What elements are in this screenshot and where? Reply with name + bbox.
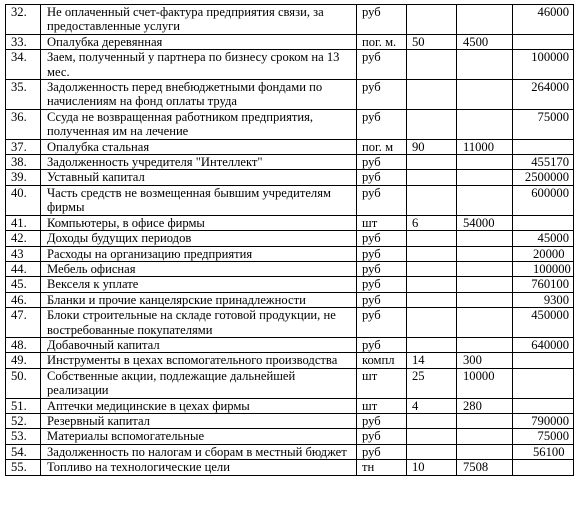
row-number-cell: 49. (6, 353, 41, 368)
amount-cell (513, 261, 574, 276)
table-row (6, 5, 574, 35)
unit-cell: руб (357, 50, 407, 80)
price-cell: 54000 (457, 215, 513, 230)
quantity-cell (407, 444, 457, 459)
price-cell (457, 277, 513, 292)
item-name-cell: Бланки и прочие канцелярские принадлежности (41, 292, 357, 307)
unit-cell: руб (357, 246, 407, 261)
amount-cell (513, 185, 574, 215)
quantity-cell (407, 50, 457, 80)
table-row (6, 460, 574, 475)
row-number-cell: 42. (6, 231, 41, 246)
item-name-cell: Доходы будущих периодов (41, 231, 357, 246)
item-name-cell: Аптечки медицинские в цехах фирмы (41, 398, 357, 413)
item-name-cell: Задолженность перед внебюджетными фондами по начислениям на фонд оплаты труда (41, 80, 357, 110)
unit-cell: руб (357, 231, 407, 246)
table-body (6, 5, 574, 476)
amount-cell (513, 231, 574, 246)
row-number-cell: 37. (6, 139, 41, 154)
price-cell (457, 50, 513, 80)
quantity-cell (407, 80, 457, 110)
unit-cell: руб (357, 109, 407, 139)
amount-value: 455170 (531, 155, 569, 170)
amount-value: 45000 (537, 231, 569, 246)
table-row (6, 261, 574, 276)
item-name-cell: Добавочный капитал (41, 337, 357, 352)
item-name-cell: Блоки строительные на складе готовой продукции, не востребованные покупателями (41, 308, 357, 338)
amount-cell (513, 368, 574, 398)
amount-value: 75000 (537, 429, 569, 444)
unit-cell: тн (357, 460, 407, 475)
unit-cell: руб (357, 429, 407, 444)
quantity-cell (407, 246, 457, 261)
quantity-cell: 14 (407, 353, 457, 368)
unit-cell: пог. м (357, 139, 407, 154)
quantity-cell (407, 231, 457, 246)
table-row (6, 444, 574, 459)
unit-cell: пог. м. (357, 34, 407, 49)
unit-cell: компл (357, 353, 407, 368)
row-number-cell: 35. (6, 80, 41, 110)
unit-cell: руб (357, 337, 407, 352)
row-number-cell: 46. (6, 292, 41, 307)
unit-cell: руб (357, 185, 407, 215)
table-row (6, 50, 574, 80)
price-cell: 300 (457, 353, 513, 368)
item-name-cell: Опалубка деревянная (41, 34, 357, 49)
unit-cell: руб (357, 413, 407, 428)
price-cell (457, 5, 513, 35)
table-row (6, 170, 574, 185)
row-number-cell: 33. (6, 34, 41, 49)
accounts-table (5, 4, 574, 476)
table-row (6, 353, 574, 368)
amount-value: 450000 (531, 308, 569, 323)
price-cell (457, 261, 513, 276)
amount-cell (513, 398, 574, 413)
table-row (6, 277, 574, 292)
amount-cell (513, 109, 574, 139)
table-row (6, 34, 574, 49)
amount-cell (513, 80, 574, 110)
table-row (6, 292, 574, 307)
table-row (6, 246, 574, 261)
unit-cell: руб (357, 277, 407, 292)
price-cell (457, 109, 513, 139)
price-cell (457, 170, 513, 185)
price-cell (457, 292, 513, 307)
amount-cell (513, 460, 574, 475)
item-name-cell: Векселя к уплате (41, 277, 357, 292)
amount-value: 75000 (537, 109, 569, 124)
price-cell: 11000 (457, 139, 513, 154)
row-number-cell: 36. (6, 109, 41, 139)
row-number-cell: 41. (6, 215, 41, 230)
amount-cell (513, 292, 574, 307)
amount-cell (513, 353, 574, 368)
row-number-cell: 40. (6, 185, 41, 215)
row-number-cell: 38. (6, 155, 41, 170)
table-row (6, 429, 574, 444)
table-row (6, 155, 574, 170)
table-row (6, 231, 574, 246)
quantity-cell (407, 429, 457, 444)
amount-cell (513, 34, 574, 49)
unit-cell: руб (357, 444, 407, 459)
quantity-cell (407, 308, 457, 338)
quantity-cell (407, 261, 457, 276)
quantity-cell (407, 413, 457, 428)
table-row (6, 368, 574, 398)
item-name-cell: Материалы вспомогательные (41, 429, 357, 444)
price-cell (457, 308, 513, 338)
row-number-cell: 45. (6, 277, 41, 292)
row-number-cell: 39. (6, 170, 41, 185)
item-name-cell: Резервный капитал (41, 413, 357, 428)
price-cell (457, 246, 513, 261)
price-cell: 280 (457, 398, 513, 413)
price-cell (457, 413, 513, 428)
table-row (6, 80, 574, 110)
price-cell (457, 80, 513, 110)
quantity-cell: 90 (407, 139, 457, 154)
row-number-cell: 50. (6, 368, 41, 398)
price-cell (457, 429, 513, 444)
unit-cell: руб (357, 308, 407, 338)
amount-value: 2500000 (524, 170, 569, 185)
quantity-cell (407, 155, 457, 170)
unit-cell: шт (357, 398, 407, 413)
item-name-cell: Компьютеры, в офисе фирмы (41, 215, 357, 230)
table-row (6, 215, 574, 230)
row-number-cell: 51. (6, 398, 41, 413)
amount-value: 56100 (533, 444, 565, 459)
amount-value: 600000 (531, 185, 569, 200)
quantity-cell (407, 185, 457, 215)
table-row (6, 398, 574, 413)
row-number-cell: 55. (6, 460, 41, 475)
amount-cell (513, 215, 574, 230)
amount-value: 9300 (543, 292, 569, 307)
table-row (6, 109, 574, 139)
price-cell (457, 185, 513, 215)
quantity-cell (407, 292, 457, 307)
row-number-cell: 48. (6, 337, 41, 352)
amount-cell (513, 50, 574, 80)
amount-value: 20000 (533, 246, 565, 261)
amount-cell (513, 444, 574, 459)
item-name-cell: Часть средств не возмещенная бывшим учредителям фирмы (41, 185, 357, 215)
amount-value: 100000 (531, 50, 569, 65)
price-cell (457, 155, 513, 170)
table-row (6, 308, 574, 338)
price-cell: 10000 (457, 368, 513, 398)
item-name-cell: Не оплаченный счет-фактура предприятия связи, за предоставленные услуги (41, 5, 357, 35)
item-name-cell: Уставный капитал (41, 170, 357, 185)
amount-value: 46000 (537, 5, 569, 19)
row-number-cell: 44. (6, 261, 41, 276)
row-number-cell: 52. (6, 413, 41, 428)
item-name-cell: Задолженность по налогам и сборам в местный бюджет (41, 444, 357, 459)
quantity-cell: 6 (407, 215, 457, 230)
amount-cell (513, 429, 574, 444)
row-number-cell: 43 (6, 246, 41, 261)
unit-cell: шт (357, 368, 407, 398)
quantity-cell (407, 5, 457, 35)
amount-cell (513, 5, 574, 35)
amount-value: 640000 (531, 337, 569, 352)
price-cell: 4500 (457, 34, 513, 49)
row-number-cell: 32. (6, 5, 41, 35)
unit-cell: руб (357, 261, 407, 276)
quantity-cell (407, 109, 457, 139)
amount-cell (513, 308, 574, 338)
item-name-cell: Заем, полученный у партнера по бизнесу сроком на 13 мес. (41, 50, 357, 80)
unit-cell: руб (357, 292, 407, 307)
item-name-cell: Собственные акции, подлежащие дальнейшей реализации (41, 368, 357, 398)
amount-value: 100000 (533, 261, 571, 276)
item-name-cell: Топливо на технологические цели (41, 460, 357, 475)
amount-cell (513, 337, 574, 352)
unit-cell: шт (357, 215, 407, 230)
quantity-cell (407, 170, 457, 185)
table-row (6, 413, 574, 428)
quantity-cell: 10 (407, 460, 457, 475)
quantity-cell: 50 (407, 34, 457, 49)
quantity-cell: 4 (407, 398, 457, 413)
item-name-cell: Задолженность учредителя "Интеллект" (41, 155, 357, 170)
row-number-cell: 47. (6, 308, 41, 338)
price-cell: 7508 (457, 460, 513, 475)
item-name-cell: Инструменты в цехах вспомогательного производства (41, 353, 357, 368)
quantity-cell: 25 (407, 368, 457, 398)
unit-cell: руб (357, 155, 407, 170)
amount-value: 760100 (531, 277, 569, 292)
row-number-cell: 53. (6, 429, 41, 444)
item-name-cell: Расходы на организацию предприятия (41, 246, 357, 261)
table-row (6, 139, 574, 154)
item-name-cell: Опалубка стальная (41, 139, 357, 154)
price-cell (457, 231, 513, 246)
quantity-cell (407, 337, 457, 352)
amount-cell (513, 170, 574, 185)
quantity-cell (407, 277, 457, 292)
table-row (6, 337, 574, 352)
amount-value: 264000 (531, 80, 569, 95)
item-name-cell: Ссуда не возвращенная работником предприятия, полученная им на лечение (41, 109, 357, 139)
amount-cell (513, 246, 574, 261)
unit-cell: руб (357, 5, 407, 35)
price-cell (457, 337, 513, 352)
price-cell (457, 444, 513, 459)
amount-value: 790000 (531, 413, 569, 428)
unit-cell: руб (357, 170, 407, 185)
amount-cell (513, 277, 574, 292)
amount-cell (513, 413, 574, 428)
row-number-cell: 34. (6, 50, 41, 80)
row-number-cell: 54. (6, 444, 41, 459)
amount-cell (513, 155, 574, 170)
item-name-cell: Мебель офисная (41, 261, 357, 276)
amount-cell (513, 139, 574, 154)
table-row (6, 185, 574, 215)
unit-cell: руб (357, 80, 407, 110)
